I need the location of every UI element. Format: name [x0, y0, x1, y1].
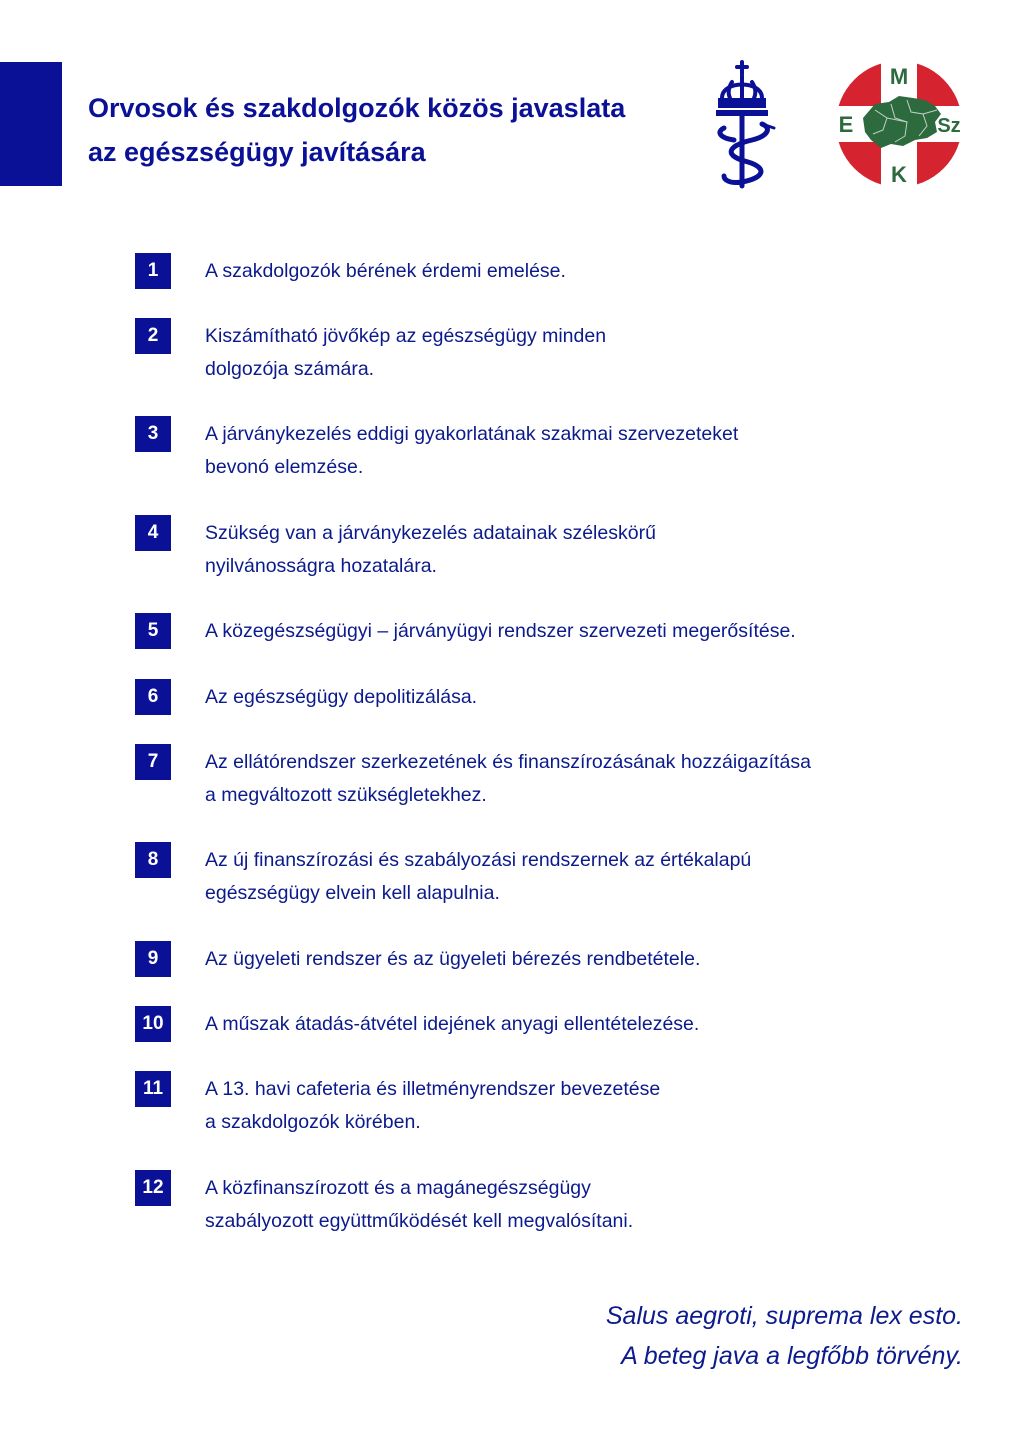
proposal-text: Az új finanszírozási és szabályozási rendszernek az értékalapú egészségügy elvein kell alapulnia.: [205, 849, 752, 904]
proposal-number-badge: 6: [135, 679, 171, 715]
header-accent-bar: [0, 62, 62, 186]
proposal-number-badge: 7: [135, 744, 171, 780]
proposal-number-badge: 8: [135, 842, 171, 878]
proposal-item: [135, 744, 811, 812]
proposal-item: [135, 842, 751, 910]
proposal-item: [135, 679, 477, 715]
proposal-number-badge: 1: [135, 253, 171, 289]
logo-letter-sz: Sz: [937, 115, 961, 137]
document-title: [88, 86, 688, 174]
proposal-text: A szakdolgozók bérének érdemi emelése.: [205, 260, 566, 282]
motto: [606, 1296, 963, 1376]
title-line-1: Orvosok és szakdolgozók közös javaslata: [88, 93, 626, 123]
motto-latin: Salus aegroti, suprema lex esto.: [605, 1302, 963, 1330]
proposal-item: [135, 253, 566, 289]
proposal-number-badge: 2: [135, 318, 171, 354]
proposal-item: [135, 613, 796, 649]
proposal-item: [135, 1006, 699, 1042]
proposal-number-badge: 12: [135, 1170, 171, 1206]
proposal-text: Kiszámítható jövőkép az egészségügy minden dolgozója számára.: [205, 325, 607, 380]
proposal-text: A járványkezelés eddigi gyakorlatának szakmai szervezeteket bevonó elemzése.: [205, 423, 739, 478]
proposal-item: [135, 515, 656, 583]
proposal-item: [135, 1071, 660, 1139]
proposal-number-badge: 4: [135, 515, 171, 551]
proposal-text: Az ellátórendszer szerkezetének és finanszírozásának hozzáigazítása a megváltozott szükségletekhez.: [205, 751, 811, 806]
logo-letter-e: E: [838, 112, 854, 137]
proposal-text: A közegészségügyi – járványügyi rendszer szervezeti megerősítése.: [205, 620, 796, 642]
emk-cross-map-logo-icon: [835, 60, 963, 188]
proposal-text: A 13. havi cafeteria és illetményrendszer bevezetése a szakdolgozók körében.: [205, 1078, 661, 1133]
proposal-item: [135, 416, 738, 484]
proposal-text: A közfinanszírozott és a magánegészségügy szabályozott együttműködését kell megvalósítani.: [205, 1177, 634, 1232]
mok-crown-staff-logo-icon: [712, 58, 788, 190]
proposal-item: [135, 1170, 633, 1238]
title-line-2: az egészségügy javítására: [88, 137, 426, 167]
proposal-number-badge: 3: [135, 416, 171, 452]
proposal-item: [135, 941, 700, 977]
proposal-number-badge: 11: [135, 1071, 171, 1107]
logo-letter-k: K: [891, 162, 907, 187]
proposal-number-badge: 10: [135, 1006, 171, 1042]
proposal-item: [135, 318, 606, 386]
proposal-text: A műszak átadás-átvétel idejének anyagi ellentételezése.: [205, 1013, 700, 1035]
proposal-number-badge: 5: [135, 613, 171, 649]
proposal-text: Szükség van a járványkezelés adatainak széleskörű nyilvánosságra hozatalára.: [205, 522, 656, 577]
motto-hungarian: A beteg java a legfőbb törvény.: [621, 1342, 963, 1370]
proposal-text: Az ügyeleti rendszer és az ügyeleti bérezés rendbetétele.: [205, 948, 701, 970]
proposal-text: Az egészségügy depolitizálása.: [205, 686, 478, 708]
proposal-number-badge: 9: [135, 941, 171, 977]
logo-letter-m: M: [889, 64, 909, 89]
